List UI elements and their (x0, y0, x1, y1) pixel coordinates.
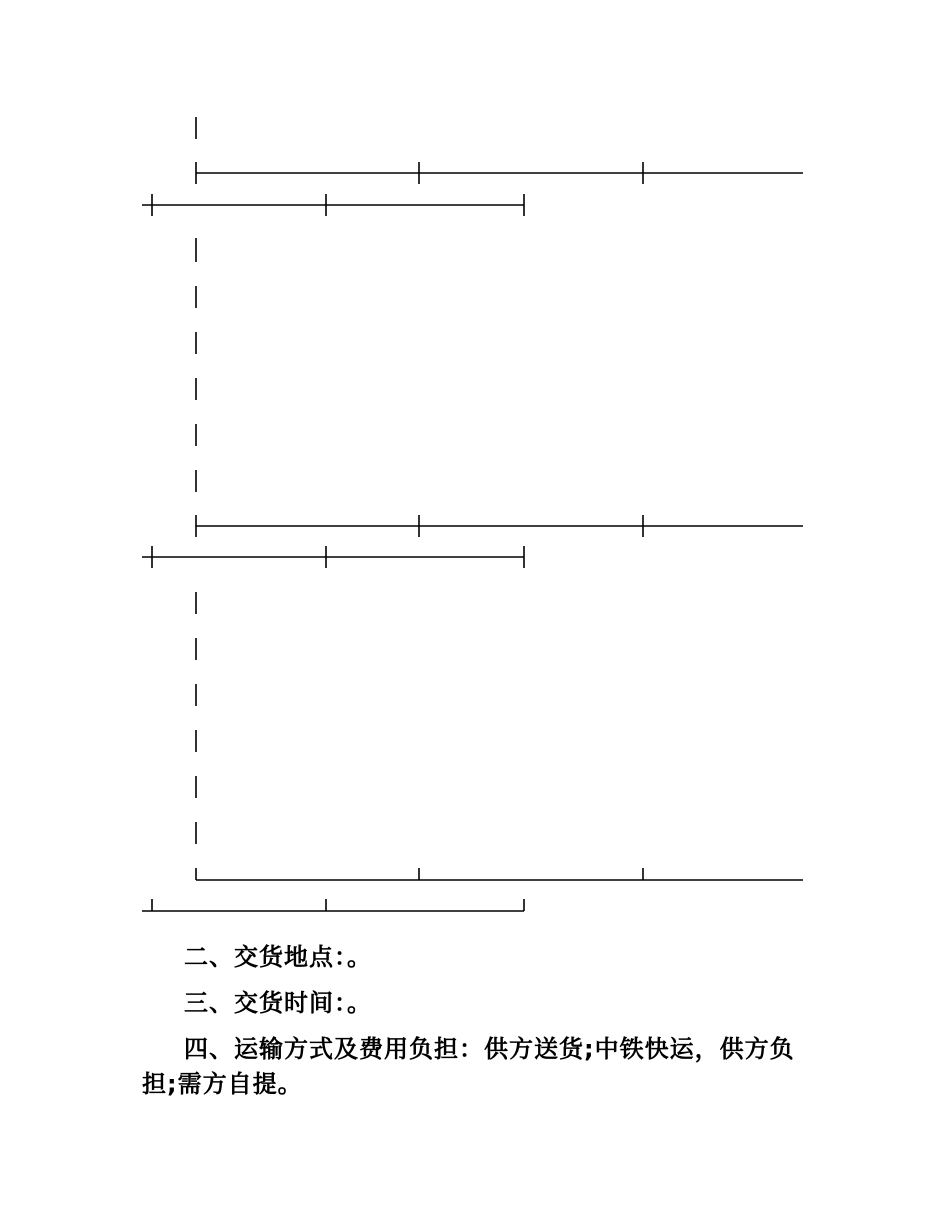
delivery-location-paragraph: 二、交货地点：。 (184, 943, 372, 971)
transport-method-paragraph: 四、运输方式及费用负担：供方送货;中铁快运，供方负担;需方自提。 (142, 1035, 795, 1098)
delivery-time-paragraph: 三、交货时间：。 (184, 989, 372, 1017)
